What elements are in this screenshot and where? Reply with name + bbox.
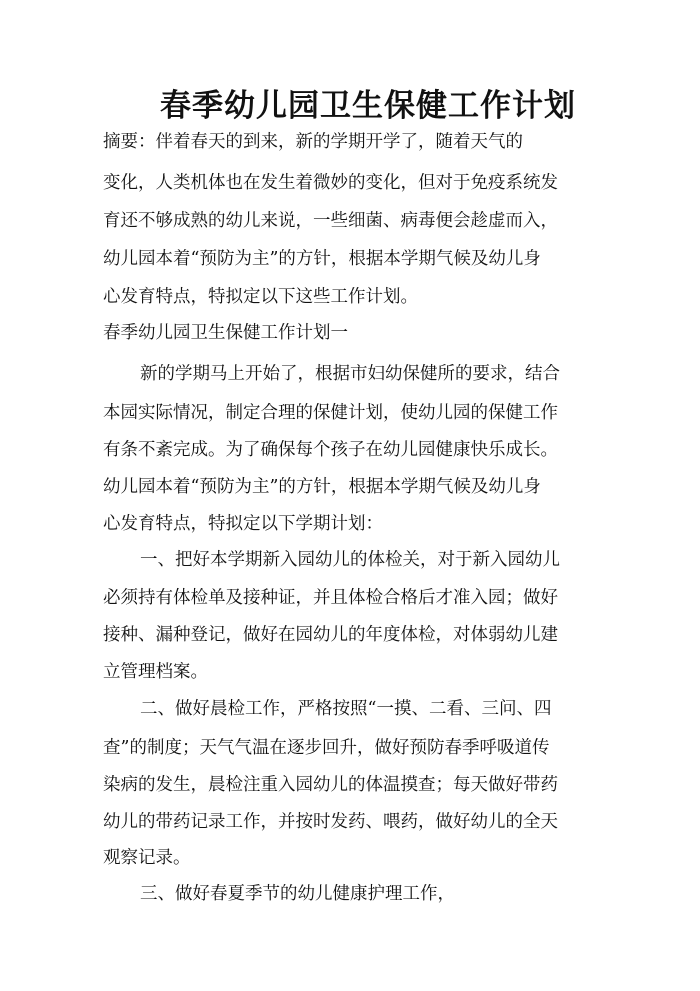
abstract-line-4: 幼儿园本着“预防为主”的方针，根据本学期气候及幼儿身 <box>103 249 541 269</box>
body-line-3: 有条不紊完成。为了确保每个孩子在幼儿园健康快乐成长。 <box>103 440 558 460</box>
item-2-line-2: 查”的制度；天气气温在逐步回升，做好预防春季呼吸道传 <box>103 738 550 758</box>
item-2-line-5: 观察记录。 <box>103 848 191 868</box>
item-1-line-1: 一、把好本学期新入园幼儿的体检关，对于新入园幼儿 <box>140 550 560 570</box>
abstract-line-3: 育还不够成熟的幼儿来说，一些细菌、病毒便会趁虚而入， <box>103 211 558 231</box>
item-1-line-4: 立管理档案。 <box>103 662 208 682</box>
item-2-line-1: 二、做好晨检工作，严格按照“一摸、二看、三问、四 <box>140 699 552 719</box>
body-line-2: 本园实际情况，制定合理的保健计划，使幼儿园的保健工作 <box>103 403 558 423</box>
item-1-line-3: 接种、漏种登记，做好在园幼儿的年度体检，对体弱幼儿建 <box>103 625 558 645</box>
item-2-line-4: 幼儿的带药记录工作，并按时发药、喂药，做好幼儿的全天 <box>103 812 558 832</box>
body-line-1: 新的学期马上开始了，根据市妇幼保健所的要求，结合 <box>140 364 560 384</box>
item-2-line-3: 染病的发生，晨检注重入园幼儿的体温摸查；每天做好带药 <box>103 775 558 795</box>
abstract-line-1: 摘要：伴着春天的到来，新的学期开学了，随着天气的 <box>103 132 523 152</box>
document-title: 春季幼儿园卫生保健工作计划 <box>160 88 576 124</box>
abstract-line-2: 变化，人类机体也在发生着微妙的变化，但对于免疫系统发 <box>103 173 558 193</box>
item-3-line-1: 三、做好春夏季节的幼儿健康护理工作， <box>140 884 455 904</box>
item-1-line-2: 必须持有体检单及接种证，并且体检合格后才准入园；做好 <box>103 588 558 608</box>
body-line-4: 幼儿园本着“预防为主”的方针，根据本学期气候及幼儿身 <box>103 477 541 497</box>
abstract-line-5: 心发育特点，特拟定以下这些工作计划。 <box>103 287 418 307</box>
body-line-5: 心发育特点，特拟定以下学期计划： <box>103 514 383 534</box>
section-heading: 春季幼儿园卫生保健工作计划一 <box>103 323 348 343</box>
